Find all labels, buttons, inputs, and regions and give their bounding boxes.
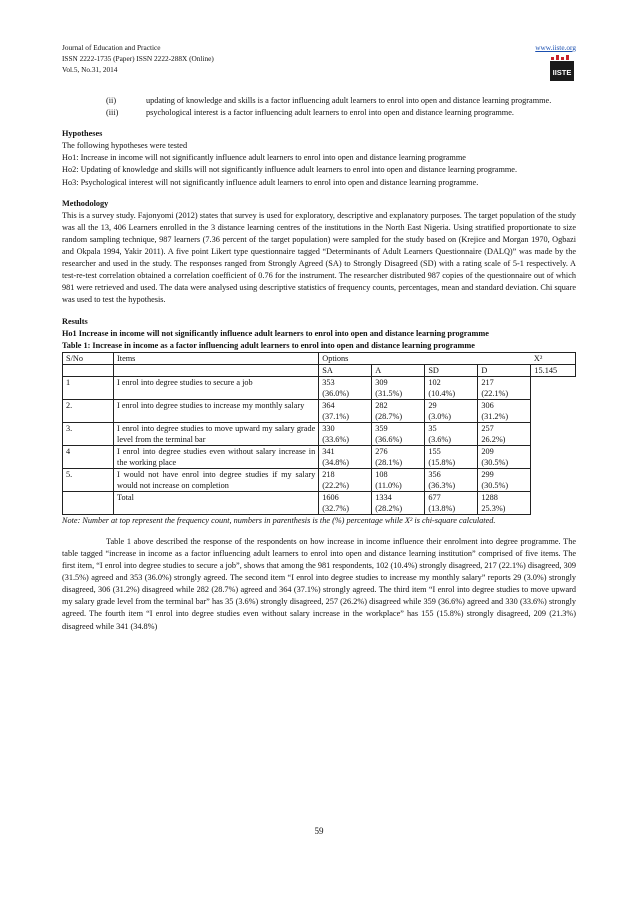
- cell-value: [425, 422, 478, 445]
- cell-value: [478, 399, 531, 422]
- cell-percent: (28.2%): [375, 503, 403, 513]
- cell-percent: (34.8%): [322, 457, 350, 467]
- cell-item: Total: [114, 491, 319, 514]
- cell-percent: (30.5%): [481, 457, 509, 467]
- cell-count: 102: [428, 377, 441, 387]
- option-label: A: [372, 364, 425, 376]
- cell-count: 330: [322, 423, 335, 433]
- cell-count: 218: [322, 469, 335, 479]
- table-row: [63, 491, 576, 514]
- cell-count: 257: [481, 423, 494, 433]
- cell-percent: (3.6%): [428, 434, 452, 444]
- cell-value: [478, 491, 531, 514]
- journal-issn: ISSN 2222-1735 (Paper) ISSN 2222-288X (Online): [62, 54, 214, 64]
- cell-percent: (11.0%): [375, 480, 402, 490]
- page-body: [62, 95, 576, 633]
- table-row: [63, 422, 576, 445]
- cell-value: [372, 468, 425, 491]
- page-header: [62, 42, 576, 76]
- table-row: [63, 468, 576, 491]
- iiste-logo: [548, 55, 576, 83]
- cell-count: 677: [428, 492, 441, 502]
- cell-count: 1334: [375, 492, 392, 502]
- table-caption: Table 1: Increase in income as a factor influencing adult learners to enrol into open and distance learning programme: [62, 340, 475, 350]
- hypotheses-heading: Hypotheses: [62, 129, 103, 139]
- cell-percent: (31.2%): [481, 411, 509, 421]
- option-label: SA: [319, 364, 372, 376]
- cell-count: 29: [428, 400, 437, 410]
- cell-percent: (13.8%): [428, 503, 456, 513]
- page-number: 59: [314, 826, 324, 836]
- cell-sno: 3.: [63, 422, 114, 445]
- header-items: Items: [114, 352, 319, 364]
- cell-value: [478, 468, 531, 491]
- option-label: D: [478, 364, 531, 376]
- cell-value: [425, 491, 478, 514]
- table-note: Note: Number at top represent the frequency count, numbers in parenthesis is the (%) percentage while X² is chi-square calculated.: [62, 515, 496, 525]
- cell-item: I enrol into degree studies to increase my monthly salary: [114, 399, 319, 422]
- hypothesis-item: Ho1: Increase in income will not significantly influence adult learners to enrol into open and distance learning programme: [62, 153, 466, 163]
- cell-value: [319, 376, 372, 399]
- cell-count: 1606: [322, 492, 339, 502]
- cell-value: [478, 445, 531, 468]
- cell-percent: (3.0%): [428, 411, 452, 421]
- cell-value: [319, 468, 372, 491]
- cell-value: [319, 445, 372, 468]
- methodology-heading: Methodology: [62, 198, 109, 208]
- hypothesis-item: Ho2: Updating of knowledge and skills will not significantly influence adult learners to enrol into open and distance learning programme.: [62, 165, 518, 175]
- cell-count: 364: [322, 400, 335, 410]
- cell-count: 353: [322, 377, 335, 387]
- cell-percent: (28.7%): [375, 411, 403, 421]
- hypothesis-item: Ho3: Psychological interest will not significantly influence adult learners to enrol into open and distance learning programme.: [62, 177, 479, 187]
- cell-value: [319, 491, 372, 514]
- cell-count: 306: [481, 400, 494, 410]
- cell-value: [319, 399, 372, 422]
- table-row: [63, 376, 576, 399]
- cell-sno: 2.: [63, 399, 114, 422]
- cell-percent: (33.6%): [322, 434, 350, 444]
- header-sno: S/No: [63, 352, 114, 364]
- cell-percent: (30.5%): [481, 480, 509, 490]
- cell-count: 276: [375, 446, 388, 456]
- cell-sno: [63, 491, 114, 514]
- cell-count: 209: [481, 446, 494, 456]
- results-hypothesis: Ho1 Increase in income will not significantly influence adult learners to enrol into open and distance learning programme: [62, 328, 489, 338]
- header-options: Options: [319, 352, 531, 364]
- results-heading: Results: [62, 316, 88, 326]
- cell-count: 155: [428, 446, 441, 456]
- discussion-text: Table 1 above described the response of the respondents on how increase in income influence their enrolment into degree programme. The table tagged “increase in income as a factor influencing adult learners to enrol into open and distance learning institution” comprised of five items. The first item, “I enrol into degree studies to secure a job”, shows that among the 981 respondents, 102 (10.4%) strongly disagreed, 217 (22.1%) disagreed, 309 (31.5%) agreed and 353 (36.0%) strongly agreed. The second item “I enrol into degree studies to increase my monthly salary” reports 29 (3.0%) strongly disagreed, 306 (31.2%) disagreed while 282 (28.7%) agreed and 364 (37.1%) strongly agreed. The third item “I enrol into degree studies to move upward my salary grade level from the terminal bar” has 35 (3.6%) strongly disagreed, 257 (26.2%) disagreed while 359 (36.6%) agreed and 330 (33.6%) strongly agreed. The fourth item “I enrol into degree studies even without salary increase in the workplace” has 155 (15.8%) strongly disagreed, 209 (21.3%) disagreed while 341 (34.8%): [62, 536, 576, 631]
- cell-value: [478, 376, 531, 399]
- cell-count: 299: [481, 469, 494, 479]
- list-item: (iii) psychological interest is a factor influencing adult learners to enrol into open and distance learning programme.: [106, 108, 514, 118]
- cell-item: I enrol into degree studies to move upward my salary grade level from the terminal bar: [114, 422, 319, 445]
- cell-count: 282: [375, 400, 388, 410]
- table-row: [63, 445, 576, 468]
- cell-percent: (31.5%): [375, 388, 403, 398]
- cell-percent: (28.1%): [375, 457, 403, 467]
- cell-percent: (32.7%): [322, 503, 350, 513]
- cell-percent: (36.6%): [375, 434, 403, 444]
- list-item: (ii) updating of knowledge and skills is a factor influencing adult learners to enrol into open and distance learning programme.: [106, 96, 552, 105]
- methodology-text: This is a survey study. Fajonyomi (2012) states that survey is used for exploratory, descriptive and explanatory purposes. The target population of the study was all the 13, 406 Learners enrolled in the 3 distance learning centres of the institutions in the North East Nigeria. Using stratified proportionate to size random sampling technique, 987 learners (7.36 percent of the target population) were sampled for the study based on (Krejice and Morgan 1970, Ogbazi and Okpala 1994, Yakir 2011). A five point Likert type questionnaire tagged “Determinants of Adult Learners Questionnaire (DALQ)” was made by the researcher and used in the study. The responses ranged from Strongly Agreed (SA) to Strongly Disagreed (SD) with a rating scale of 5-1 respectively. A test-re-test correlation obtained a correlation coefficient of 0.76 for the instrument. The researcher distributed 987 copies of the questionnaire out of which 981 were retrieved and used. The data were analysed using descriptive statistics of frequency counts, percentages, mean and standard deviation. Chi square was used to test the hypothesis.: [62, 210, 576, 305]
- cell-count: 35: [428, 423, 437, 433]
- cell-count: 309: [375, 377, 388, 387]
- table-header-row: [63, 352, 576, 364]
- cell-percent: (37.1%): [322, 411, 350, 421]
- table-row: [63, 399, 576, 422]
- table-subheader-row: [63, 364, 576, 376]
- results-table: [62, 352, 576, 515]
- cell-percent: (22.2%): [322, 480, 350, 490]
- cell-count: 217: [481, 377, 494, 387]
- cell-sno: 1: [63, 376, 114, 399]
- cell-value: [425, 399, 478, 422]
- cell-sno: 5.: [63, 468, 114, 491]
- cell-value: [425, 468, 478, 491]
- cell-value: [425, 376, 478, 399]
- cell-count: 341: [322, 446, 335, 456]
- cell-count: 356: [428, 469, 441, 479]
- hypotheses-intro: The following hypotheses were tested: [62, 141, 188, 151]
- cell-percent: (36.0%): [322, 388, 350, 398]
- cell-percent: 26.2%): [481, 434, 506, 444]
- cell-sno: 4: [63, 445, 114, 468]
- cell-value: [372, 422, 425, 445]
- cell-value: [372, 399, 425, 422]
- cell-item: I would not have enrol into degree studies if my salary would not increase on completion: [114, 468, 319, 491]
- cell-item: I enrol into degree studies to secure a job: [114, 376, 319, 399]
- cell-percent: (36.3%): [428, 480, 456, 490]
- cell-item: I enrol into degree studies even without salary increase in the working place: [114, 445, 319, 468]
- cell-value: [478, 422, 531, 445]
- logo-text: IISTE: [552, 68, 572, 77]
- cell-count: 1288: [481, 492, 498, 502]
- cell-value: [319, 422, 372, 445]
- journal-volume: Vol.5, No.31, 2014: [62, 65, 118, 75]
- cell-value: [372, 376, 425, 399]
- cell-value: [372, 445, 425, 468]
- cell-value: [372, 491, 425, 514]
- cell-percent: (22.1%): [481, 388, 509, 398]
- header-chi: X²: [531, 352, 576, 364]
- cell-value: [425, 445, 478, 468]
- chi-square-value: 15.145: [531, 364, 576, 376]
- cell-count: 359: [375, 423, 388, 433]
- cell-percent: 25.3%): [481, 503, 506, 513]
- journal-url-link[interactable]: www.iiste.org: [535, 43, 576, 52]
- journal-name: Journal of Education and Practice: [62, 43, 161, 52]
- cell-percent: (15.8%): [428, 457, 456, 467]
- option-label: SD: [425, 364, 478, 376]
- cell-percent: (10.4%): [428, 388, 456, 398]
- cell-count: 108: [375, 469, 388, 479]
